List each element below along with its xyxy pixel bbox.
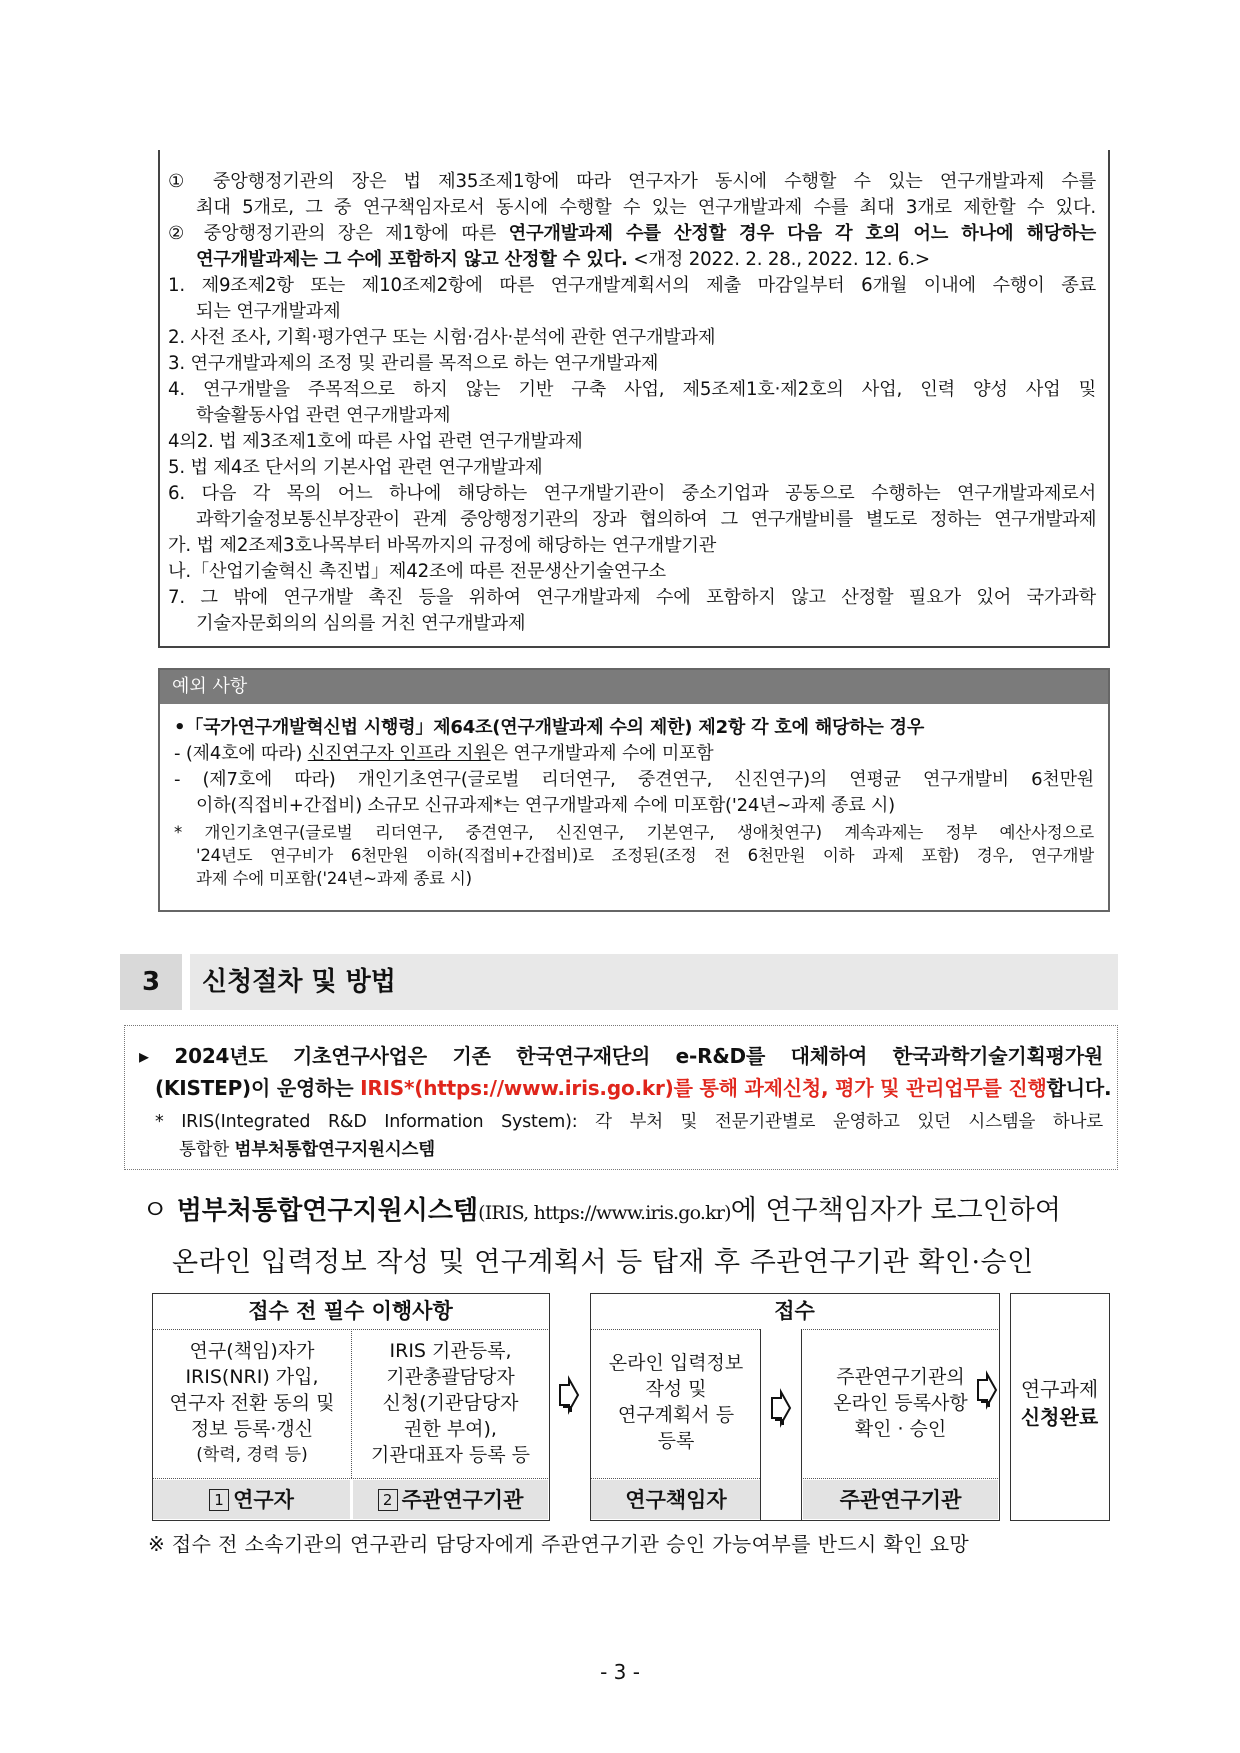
flow-arrow-icon — [556, 1375, 582, 1415]
law-line: 6. 다음 각 목의 어느 하나에 해당하는 연구개발기관이 중소기업과 공동으로 수행하는 연구개발과제로서 — [168, 483, 1096, 504]
system-name: 범부처통합연구지원시스템 — [176, 1196, 479, 1226]
flow-step-complete: 연구과제 신청완료 — [1010, 1293, 1110, 1521]
system-url: (IRIS, https://www.iris.go.kr) — [478, 1202, 731, 1224]
exception-line: - (제4호에 따라) 신진연구자 인프라 지원은 연구개발과제 수에 미포함 — [174, 743, 714, 764]
law-line: 1. 제9조제2항 또는 제10조제2항에 따른 연구개발계획서의 제출 마감일부터 6개월 이내에 수행이 종료 — [168, 275, 1096, 296]
notice-line: (KISTEP)이 운영하는 IRIS*(https://www.iris.go.kr)를 통해 과제신청, 평가 및 관리업무를 진행합니다. — [155, 1076, 1112, 1100]
law-line: 최대 5개로, 그 중 연구책임자로서 동시에 수행할 수 있는 연구개발과제 수를 최대 3개로 제한할 수 있다. — [196, 197, 1096, 218]
main-bullet-line-1: ㅇ 범부처통합연구지원시스템(IRIS, https://www.iris.go.kr)에 연구책임자가 로그인하여 — [142, 1195, 1061, 1226]
law-line: 5. 법 제4조 단서의 기본사업 관련 연구개발과제 — [168, 457, 543, 478]
flow-arrow-icon — [974, 1370, 1000, 1410]
law-line: 연구개발과제는 그 수에 포함하지 않고 산정할 수 있다. <개정 2022. 2. 28., 2022. 12. 6.> — [196, 249, 930, 270]
flow-group-title: 접수 — [774, 1299, 815, 1323]
flow-actor-institution: 2 주관연구기관 — [353, 1480, 548, 1519]
exception-line: - (제7호에 따라) 개인기초연구(글로벌 리더연구, 중견연구, 신진연구)의 연평균 연구개발비 6천만원 — [174, 769, 1094, 790]
flow-arrow-icon — [768, 1388, 794, 1428]
flow-actor-pi: 연구책임자 — [591, 1480, 761, 1519]
law-line: 나.「산업기술혁신 촉진법」제42조에 따른 전문생산기술연구소 — [168, 561, 666, 582]
exceptions-header: 예외 사항 — [160, 670, 1108, 704]
page-number: - 3 - — [600, 1660, 640, 1684]
flow-step-institution: IRIS 기관등록, 기관총괄담당자 신청(기관담당자 권한 부여), 기관대표자 등록 등 — [371, 1340, 530, 1466]
law-emphasis: 연구개발과제는 그 수에 포함하지 않고 산정할 수 있다. — [196, 249, 628, 270]
flow-group-title: 접수 전 필수 이행사항 — [248, 1299, 453, 1323]
section-number: 3 — [120, 954, 182, 1010]
law-line: ① 중앙행정기관의 장은 법 제35조제1항에 따라 연구자가 동시에 수행할 수 있는 연구개발과제 수를 — [168, 171, 1096, 192]
bullet-marker: ㅇ — [142, 1195, 169, 1226]
exceptions-box — [158, 668, 1110, 912]
law-excerpt-box — [158, 150, 1110, 648]
underlined-program: 신진연구자 인프라 지원 — [307, 743, 491, 764]
flow-group-prereq — [152, 1293, 550, 1521]
law-line: ② 중앙행정기관의 장은 제1항에 따른 연구개발과제 수를 산정할 경우 다음 각 호의 어느 하나에 해당하는 — [168, 223, 1096, 244]
exception-footnote: * 개인기초연구(글로벌 리더연구, 중견연구, 신진연구, 기본연구, 생애첫연구) 계속과제는 정부 예산사정으로 — [174, 823, 1094, 842]
iris-system-name: 범부처통합연구지원시스템 — [234, 1140, 435, 1160]
exception-line: •「국가연구개발혁신법 시행령」제64조(연구개발과제 수의 제한) 제2항 각 호에 해당하는 경우 — [174, 717, 925, 738]
divider — [351, 1329, 352, 1478]
flow-actor-researcher: 1 연구자 — [153, 1480, 350, 1519]
notice-line: ▸ 2024년도 기초연구사업은 기존 한국연구재단의 e-R&D를 대체하여 한국과학기술기획평가원 — [139, 1044, 1103, 1068]
law-emphasis: 연구개발과제 수를 산정할 경우 다음 각 호의 어느 하나에 해당하는 — [508, 223, 1096, 244]
law-line: 4의2. 법 제3조제1호에 따른 사업 관련 연구개발과제 — [168, 431, 583, 452]
exception-line: 이하(직접비+간접비) 소규모 신규과제*는 연구개발과제 수에 미포함('24년~과제 종료 시) — [196, 795, 895, 816]
divider — [153, 1478, 548, 1479]
flow-actor-host-institution: 주관연구기관 — [803, 1480, 998, 1519]
section-title: 신청절차 및 방법 — [190, 954, 1118, 1010]
law-line: 되는 연구개발과제 — [196, 301, 341, 322]
notice-footnote: * IRIS(Integrated R&D Information System): 각 부처 및 전문기관별로 운영하고 있던 시스템을 하나로 — [155, 1112, 1103, 1132]
law-line: 가. 법 제2조제3호나목부터 바목까지의 규정에 해당하는 연구개발기관 — [168, 535, 717, 556]
main-bullet-line-2: 온라인 입력정보 작성 및 연구계획서 등 탑재 후 주관연구기관 확인·승인 — [172, 1247, 1034, 1278]
law-line: 3. 연구개발과제의 조정 및 관리를 목적으로 하는 연구개발과제 — [168, 353, 659, 374]
flow-step-researcher: 연구(책임)자가 IRIS(NRI) 가입, 연구자 전환 동의 및 정보 등록·갱신 (학력, 경력 등) — [169, 1340, 335, 1465]
exception-footnote: '24년도 연구비가 6천만원 이하(직접비+간접비)로 조정된(조정 전 6천만원 이하 과제 포함) 경우, 연구개발 — [196, 846, 1094, 865]
law-line: 기술자문회의의 심의를 거친 연구개발과제 — [196, 613, 526, 634]
law-line: 학술활동사업 관련 연구개발과제 — [196, 405, 451, 426]
law-line: 4. 연구개발을 주목적으로 하지 않는 기반 구축 사업, 제5조제1호·제2호의 사업, 인력 양성 사업 및 — [168, 379, 1096, 400]
footnote: ※ 접수 전 소속기관의 연구관리 담당자에게 주관연구기관 승인 가능여부를 반드시 확인 요망 — [148, 1532, 970, 1556]
exception-footnote: 과제 수에 미포함('24년~과제 종료 시) — [196, 869, 472, 888]
flow-step-online-entry: 온라인 입력정보 작성 및 연구계획서 등 등록 — [608, 1352, 744, 1452]
divider — [801, 1329, 802, 1521]
flow-step-approval: 주관연구기관의 온라인 등록사항 확인 · 승인 — [833, 1366, 968, 1440]
law-line: 7. 그 밖에 연구개발 촉진 등을 위하여 연구개발과제 수에 포함하지 않고 산정할 필요가 있어 국가과학 — [168, 587, 1096, 608]
iris-highlight: IRIS*(https://www.iris.go.kr)를 통해 과제신청, 평가 및 관리업무를 진행 — [360, 1076, 1047, 1100]
notice-box — [124, 1025, 1118, 1170]
law-line: 과학기술정보통신부장관이 관계 중앙행정기관의 장과 협의하여 그 연구개발비를 별도로 정하는 연구개발과제 — [196, 509, 1096, 530]
notice-footnote: 통합한 범부처통합연구지원시스템 — [179, 1140, 435, 1160]
law-line: 2. 사전 조사, 기획·평가연구 또는 시험·검사·분석에 관한 연구개발과제 — [168, 327, 716, 348]
